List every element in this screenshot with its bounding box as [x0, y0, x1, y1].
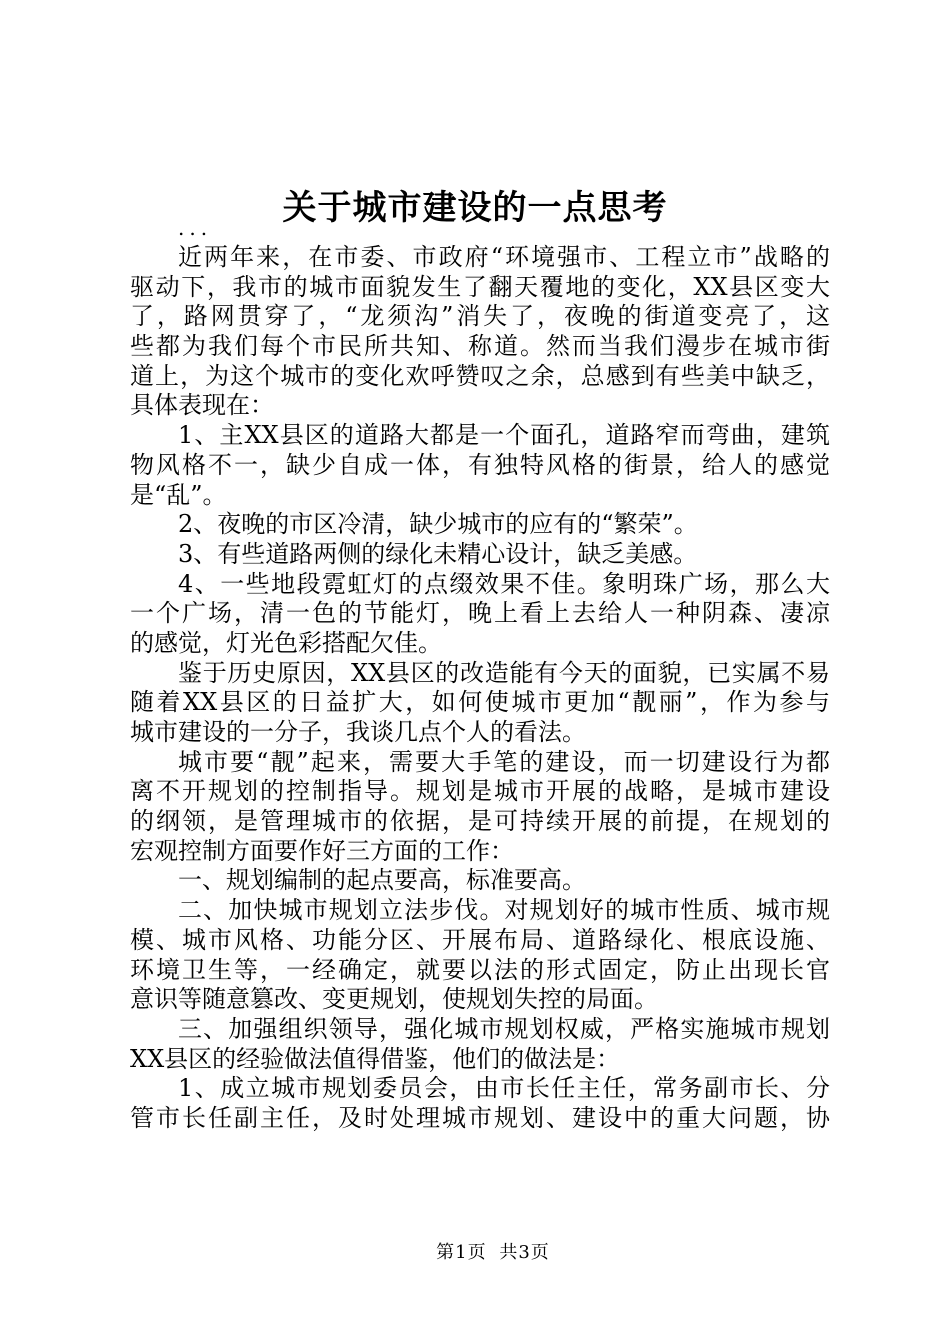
- text-line: 宏观控制方面要作好三方面的工作：: [130, 836, 514, 865]
- text-line: 随着XX县区的日益扩大，如何使城市更加“靓丽”，作为参与: [130, 688, 830, 717]
- text-line: 二、加快城市规划立法步伐。对规划好的城市性质、城市规: [178, 896, 830, 925]
- text-line: 管市长任副主任，及时处理城市规划、建设中的重大问题，协: [130, 1103, 830, 1132]
- text-line: 1、成立城市规划委员会，由市长任主任，常务副市长、分: [178, 1074, 830, 1103]
- text-line: 离不开规划的控制指导。规划是城市开展的战略，是城市建设: [130, 777, 830, 806]
- text-line: 些都为我们每个市民所共知、称道。然而当我们漫步在城市街: [130, 332, 830, 361]
- page-footer: 第1页 共3页: [436, 1242, 550, 1263]
- text-line: 环境卫生等，一经确定，就要以法的形式固定，防止出现长官: [130, 955, 830, 984]
- paragraph: [130, 896, 830, 1015]
- paragraph: [130, 1074, 830, 1133]
- text-line: 模、城市风格、功能分区、开展布局、道路绿化、根底设施、: [130, 925, 830, 954]
- text-line: 一个广场，清一色的节能灯，晚上看上去给人一种阴森、凄凉: [130, 599, 830, 628]
- paragraph: [130, 866, 830, 896]
- paragraph: [130, 510, 830, 540]
- text-line: 4、一些地段霓虹灯的点缀效果不佳。象明珠广场，那么大: [178, 569, 830, 598]
- ellipsis-marker: ...: [178, 216, 213, 240]
- text-line: 了，路网贯穿了，“龙须沟”消失了，夜晚的街道变亮了，这: [130, 302, 830, 331]
- text-line: 2、夜晚的市区冷清，缺少城市的应有的“繁荣”。: [178, 510, 698, 539]
- paragraph: [130, 243, 830, 421]
- text-line: 一、规划编制的起点要高，标准要高。: [178, 866, 586, 895]
- paragraph: [130, 570, 830, 659]
- text-line: 是“乱”。: [130, 480, 227, 509]
- document-body: [130, 243, 830, 1134]
- text-line: 3、有些道路两侧的绿化未精心设计，缺乏美感。: [178, 539, 698, 568]
- paragraph: [130, 748, 830, 867]
- text-line: XX县区的经验做法值得借鉴，他们的做法是：: [130, 1044, 621, 1073]
- text-line: 驱动下，我市的城市面貌发生了翻天覆地的变化，XX县区变大: [130, 272, 830, 301]
- text-line: 意识等随意篡改、变更规划，使规划失控的局面。: [130, 985, 658, 1014]
- paragraph: [130, 421, 830, 510]
- text-line: 城市建设的一分子，我谈几点个人的看法。: [130, 718, 586, 746]
- text-line: 城市要“靓”起来，需要大手笔的建设，而一切建设行为都: [178, 747, 830, 776]
- paragraph: [130, 540, 830, 570]
- text-line: 物风格不一，缺少自成一体，有独特风格的街景，给人的感觉: [130, 450, 830, 479]
- text-line: 道上，为这个城市的变化欢呼赞叹之余，总感到有些美中缺乏，: [130, 361, 830, 390]
- text-line: 1、主XX县区的道路大都是一个面孔，道路窄而弯曲，建筑: [178, 421, 830, 450]
- text-line: 的纲领，是管理城市的依据，是可持续开展的前提，在规划的: [130, 807, 830, 836]
- paragraph: [130, 659, 830, 748]
- text-line: 近两年来，在市委、市政府“环境强市、工程立市”战略的: [178, 243, 830, 271]
- text-line: 三、加强组织领导，强化城市规划权威，严格实施城市规划: [178, 1014, 830, 1043]
- text-line: 鉴于历史原因，XX县区的改造能有今天的面貌，已实属不易: [178, 658, 830, 687]
- document-title: 关于城市建设的一点思考: [282, 188, 668, 228]
- text-line: 的感觉，灯光色彩搭配欠佳。: [130, 628, 442, 657]
- paragraph: [130, 1015, 830, 1074]
- text-line: 具体表现在：: [130, 391, 274, 420]
